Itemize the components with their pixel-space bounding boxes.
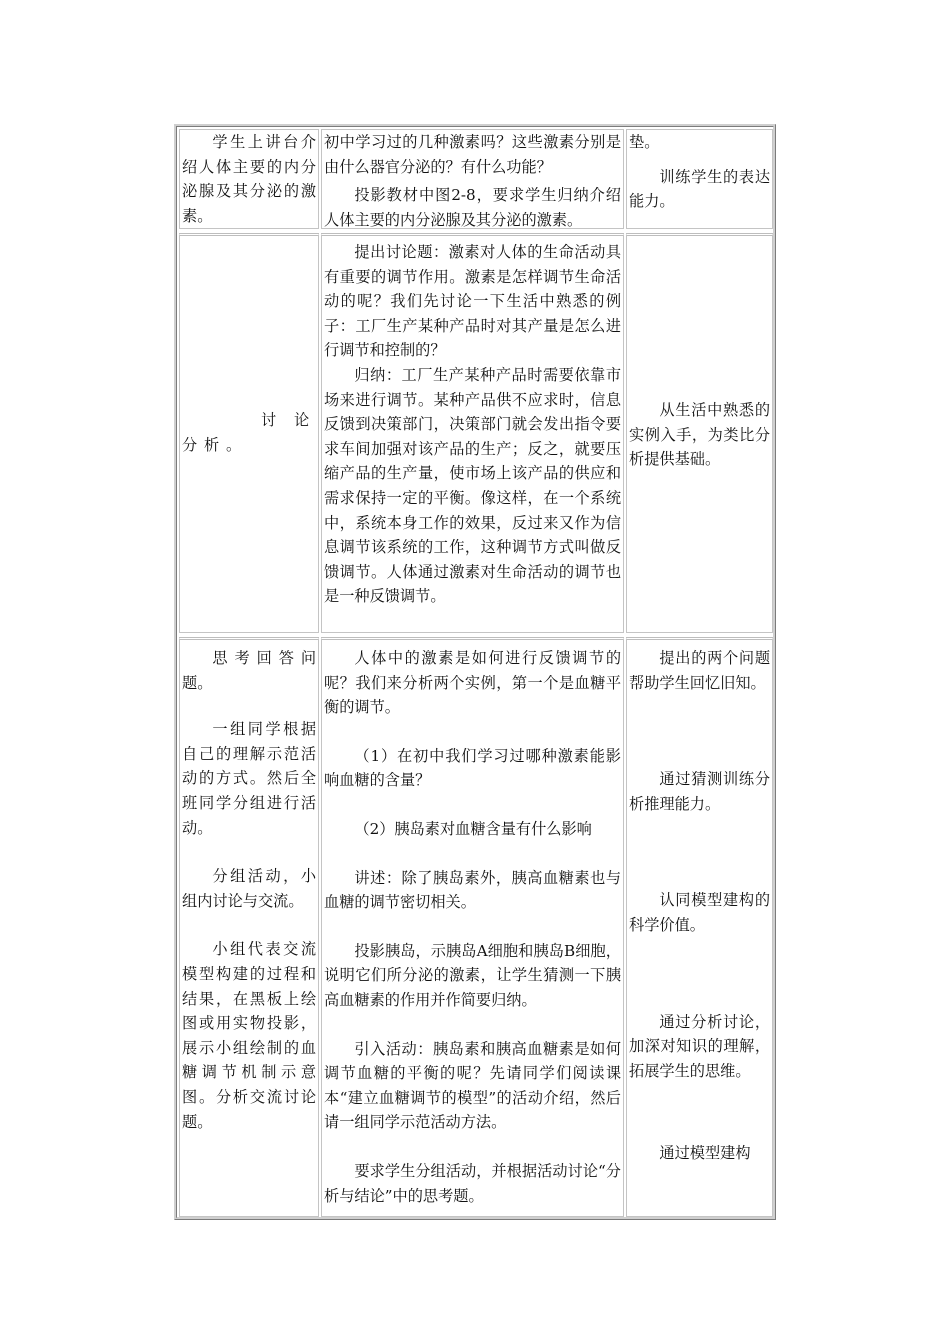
row3-teacher-text-7: 要求学生分组活动，并根据活动讨论“分析与结论”中的思考题。	[324, 1161, 621, 1205]
row3-intent-text-3: 认同模型建构的科学价值。	[629, 891, 770, 934]
row3-student-activity-cell	[179, 637, 319, 1217]
row3-teacher-text-4: 讲述：除了胰岛素外，胰高血糖素也与血糖的调节密切相关。	[324, 868, 621, 912]
row3-intent-text-2: 通过猜测训练分析推理能力。	[629, 770, 770, 813]
row3-teacher-text-3: （2）胰岛素对血糖含量有什么影响	[354, 819, 592, 838]
row3-intent-text-1: 提出的两个问题帮助学生回忆旧知。	[629, 649, 770, 692]
row3-student-text-3: 分组活动，小组内讨论与交流。	[182, 867, 316, 910]
row3-teacher-text-2: （1）在初中我们学习过哪种激素能影响血糖的含量？	[324, 746, 621, 790]
row1-student-activity-cell	[179, 129, 319, 229]
row1-design-intent-cell	[626, 129, 773, 229]
row2-intent-text: 从生活中熟悉的实例入手，为类比分析提供基础。	[629, 401, 770, 469]
row2-design-intent-cell	[626, 233, 773, 633]
row2-teacher-text-1: 提出讨论题：激素对人体的生命活动具有重要的调节作用。激素是怎样调节生命活动的呢？我们先讨论一下生活中熟悉的例子：工厂生产某种产品时对其产量是怎么进行调节和控制的？	[324, 243, 621, 360]
row1-teacher-text-2: 投影教材中图2-8，要求学生归纳介绍人体主要的内分泌腺及其分泌的激素。	[324, 186, 621, 229]
row1-student-activity-text: 学生上讲台介绍人体主要的内分泌腺及其分泌的激素。	[182, 133, 316, 225]
row3-teacher-activity-cell	[321, 637, 624, 1217]
row2-teacher-activity-cell	[321, 233, 624, 633]
row3-student-text-4: 小组代表交流模型构建的过程和结果，在黑板上绘图或用实物投影，展示小组绘制的血糖调节机制示意图。分析交流讨论题。	[182, 940, 316, 1131]
row3-teacher-text-6: 引入活动：胰岛素和胰高血糖素是如何调节血糖的平衡的呢？先请同学们阅读课本“建立血糖调节的模型”的活动介绍，然后请一组同学示范活动方法。	[324, 1039, 621, 1132]
lesson-plan-table	[174, 124, 776, 1220]
row3-design-intent-cell	[626, 637, 773, 1217]
row2-student-activity-cell	[179, 233, 319, 633]
row3-teacher-text-1: 人体中的激素是如何进行反馈调节的呢？我们来分析两个实例，第一个是血糖平衡的调节。	[324, 649, 621, 717]
row3-intent-text-4: 通过分析讨论，加深对知识的理解，拓展学生的思维。	[629, 1012, 770, 1080]
row1-intent-text-2: 训练学生的表达能力。	[629, 167, 770, 211]
row3-student-text-1: 思考回答问题。	[182, 649, 316, 692]
row1-teacher-text-1: 初中学习过的几种激素吗？这些激素分别是由什么器官分泌的？有什么功能？	[324, 133, 621, 176]
row3-student-text-2: 一组同学根据自己的理解示范活动的方式。然后全班同学分组进行活动。	[182, 720, 316, 837]
row2-student-activity-text: 讨论分析。	[182, 411, 316, 454]
row3-intent-text-5: 通过模型建构	[659, 1144, 751, 1163]
row1-teacher-activity-cell	[321, 129, 624, 229]
row1-intent-text-1: 垫。	[629, 133, 660, 151]
row2-teacher-text-2: 归纳：工厂生产某种产品时需要依靠市场来进行调节。某种产品供不应求时，信息反馈到决策部门，决策部门就会发出指令要求车间加强对该产品的生产；反之，就要压缩产品的生产量，使市场上该产品的供应和需求保持一定的平衡。像这样，在一个系统中，系统本身工作的效果，反过来又作为信息调节该系统的工作，这种调节方式叫做反馈调节。人体通过激素对生命活动的调节也是一种反馈调节。	[324, 365, 621, 606]
row3-teacher-text-5: 投影胰岛，示胰岛A细胞和胰岛B细胞，说明它们所分泌的激素，让学生猜测一下胰高血糖素的作用并作简要归纳。	[324, 941, 621, 1009]
